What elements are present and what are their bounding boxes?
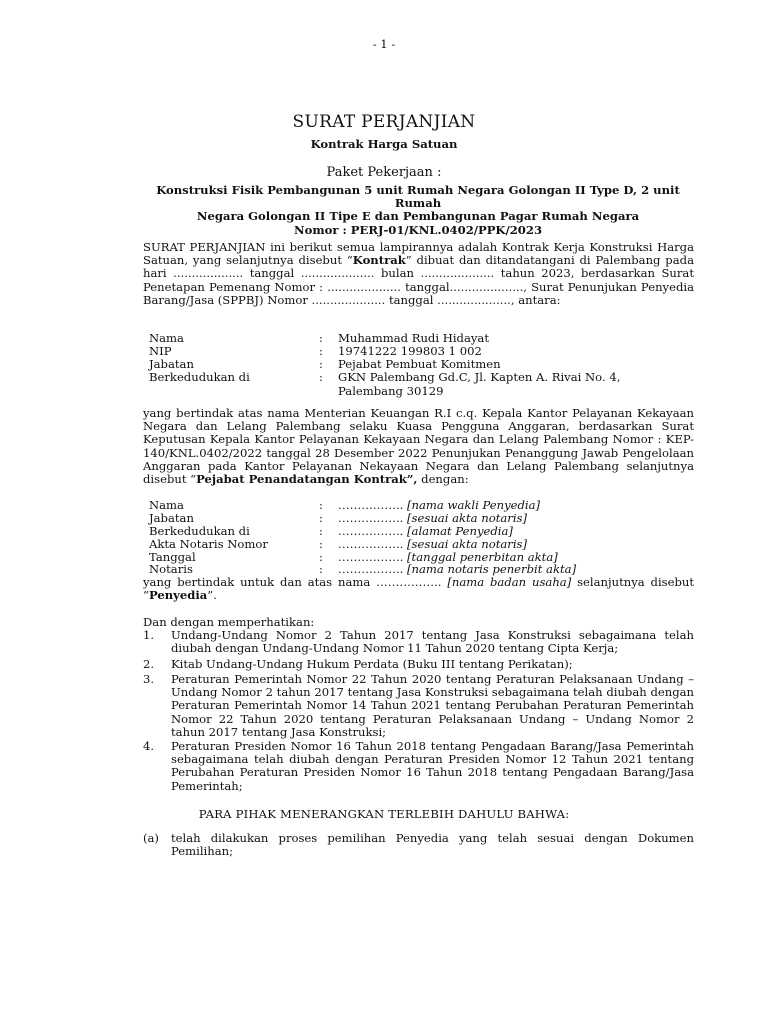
item-number: (a) <box>143 831 159 845</box>
field-separator: : <box>319 524 323 538</box>
company-placeholder: [nama badan usaha] <box>447 575 572 589</box>
contract-number: Nomor : PERJ-01/KNL.0402/PPK/2023 <box>293 222 543 237</box>
field-placeholder: [nama notaris penerbit akta] <box>407 562 577 576</box>
field-dots: …………….. <box>338 498 404 512</box>
field-value: Pejabat Pembuat Komitmen <box>338 357 501 371</box>
party1-desc-tail: dengan: <box>417 472 469 487</box>
intro-text: SURAT PERJANJIAN ini berikut semua lampirannya adalah Kontrak Kerja Konstruksi Harga Satuan, yang selanjutnya disebut “ <box>143 240 694 268</box>
quote-mark: “ <box>143 588 149 603</box>
item-text: Kitab Undang-Undang Hukum Perdata (Buku III tentang Perikatan); <box>171 657 573 671</box>
field-dots: …………….. <box>338 524 404 538</box>
field-value: GKN Palembang Gd.C, Jl. Kapten A. Rivai No. 4, <box>338 370 621 384</box>
field-value: Muhammad Rudi Hidayat <box>338 331 490 345</box>
party1-row <box>143 385 703 399</box>
field-label: Berkedudukan di <box>149 370 250 384</box>
field-placeholder: [nama wakli Penyedia] <box>407 498 541 512</box>
field-dots: …………….. <box>338 562 404 576</box>
item-text: Peraturan Presiden Nomor 16 Tahun 2018 tentang Pengadaan Barang/Jasa Pemerintah sebagaimana telah diubah dengan Peraturan Presiden Nomor 12 Tahun 2021 tentang Perubahan Peraturan Presiden Nomor 16 Tahun 2018 tentang Pengadaan Barang/Jasa Pemerintah; <box>171 739 694 793</box>
field-label: NIP <box>149 344 172 358</box>
party2-desc-text: yang bertindak untuk dan atas nama …………….. <box>143 575 448 589</box>
field-separator: : <box>319 498 323 512</box>
project-line: Konstruksi Fisik Pembangunan 5 unit Rumah Negara Golongan II Type D, 2 unit Rumah <box>156 183 680 211</box>
field-separator: : <box>319 550 323 564</box>
field-dots: …………….. <box>338 537 404 551</box>
item-number: 3. <box>143 672 155 686</box>
field-label: Berkedudukan di <box>149 524 250 538</box>
field-label: Tanggal <box>149 550 196 564</box>
project-line: Negara Golongan II Tipe E dan Pembangunan Pagar Rumah Negara <box>196 209 640 224</box>
field-placeholder: [alamat Penyedia] <box>407 524 513 538</box>
project-title <box>140 184 696 237</box>
field-label: Notaris <box>149 562 193 576</box>
item-text: telah dilakukan proses pemilihan Penyedia yang telah sesuai dengan Dokumen Pemilihan; <box>171 831 694 859</box>
penyedia-term: Penyedia <box>148 588 208 603</box>
field-separator: : <box>319 537 323 551</box>
document-subtitle: Kontrak Harga Satuan <box>310 137 458 151</box>
field-label: Akta Notaris Nomor <box>149 537 268 551</box>
paket-label: Paket Pekerjaan : <box>326 165 442 180</box>
field-label: Jabatan <box>149 357 194 371</box>
party1-desc-text: yang bertindak atas nama Menterian Keuangan R.I c.q. Kepala Kantor Pelayanan Kekayaan Negara dan Lelang Palembang selaku Kuasa Pengguna Anggaran, berdasarkan Surat Keputusan Kepala Kantor Pelayanan Kekayaan Negara dan Lelang Palembang Nomor : KEP-140/KNL.0402/2022 tanggal 28 Desember 2022 Penunjukan Penanggung Jawab Pengelolaan Anggaran pada Kantor Pelayanan Nekayaan Negara dan Lelang Palembang selanjutnya disebut “ <box>143 406 694 487</box>
item-number: 1. <box>143 628 155 642</box>
field-placeholder: [tanggal penerbitan akta] <box>407 550 558 564</box>
item-number: 2. <box>143 657 155 671</box>
field-label: Nama <box>149 498 184 512</box>
intro-text: ” dibuat dan ditandatangani di Palembang pada hari ................... tanggal .................... bulan .................... tahun 2023, berdasarkan Surat Penetapan Pemenang Nomor : .................... tanggal...................., Surat Penunjukan Penyedia Barang/Jasa (SPPBJ) Nomor .................... tanggal ...................., antara: <box>143 253 694 307</box>
field-separator: : <box>319 562 323 576</box>
field-value: 19741222 199803 1 002 <box>338 344 482 358</box>
field-placeholder: [sesuai akta notaris] <box>407 537 528 551</box>
page-number: - 1 - <box>372 37 396 51</box>
quote-mark: ”. <box>207 588 217 603</box>
field-separator: : <box>319 357 323 371</box>
field-separator: : <box>319 331 323 345</box>
field-value: Palembang 30129 <box>338 384 444 398</box>
field-label: Nama <box>149 331 184 345</box>
intro-paragraph <box>143 241 694 307</box>
item-text: Peraturan Pemerintah Nomor 22 Tahun 2020 tentang Peraturan Pelaksanaan Undang – Undang Nomor 2 tahun 2017 tentang Jasa Konstruksi sebagaimana telah diubah dengan Peraturan Pemerintah Nomor 14 Tahun 2021 tentang Perubahan Peraturan Pemerintah Nomor 22 Tahun 2020 tentang Peraturan Pelaksanaan Undang – Undang Nomor 2 tahun 2017 tentang Jasa Konstruksi; <box>171 672 694 739</box>
field-dots: …………….. <box>338 550 404 564</box>
document-title: SURAT PERJANJIAN <box>292 112 476 132</box>
para-pihak-heading: PARA PIHAK MENERANGKAN TERLEBIH DAHULU BAHWA: <box>198 807 570 821</box>
party1-row <box>143 371 703 385</box>
field-separator: : <box>319 370 323 384</box>
kontrak-term: Kontrak <box>352 253 406 268</box>
field-label: Jabatan <box>149 511 194 525</box>
party1-description <box>143 407 694 486</box>
party2-description <box>143 576 694 602</box>
field-dots: …………….. <box>338 511 404 525</box>
memperhatikan-label: Dan dengan memperhatikan: <box>143 615 315 629</box>
item-number: 4. <box>143 739 155 753</box>
field-separator: : <box>319 511 323 525</box>
field-separator: : <box>319 344 323 358</box>
party2-desc-text: selanjutnya disebut <box>571 575 695 589</box>
item-text: Undang-Undang Nomor 2 Tahun 2017 tentang Jasa Konstruksi sebagaimana telah diubah dengan Undang-Undang Nomor 11 Tahun 2020 tentang Cipta Kerja; <box>171 628 694 656</box>
field-placeholder: [sesuai akta notaris] <box>407 511 528 525</box>
ppk-term: Pejabat Penandatangan Kontrak”, <box>196 472 418 487</box>
